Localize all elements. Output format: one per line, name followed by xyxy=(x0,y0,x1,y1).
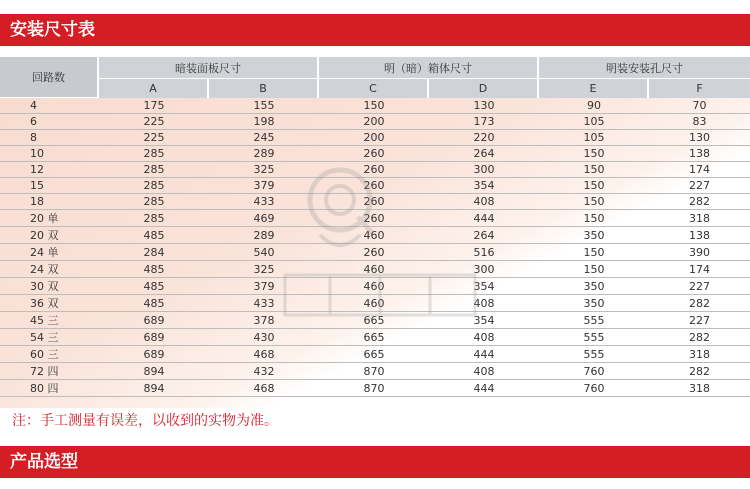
cell-dimension: 285 xyxy=(99,162,209,178)
cell-dimension: 354 xyxy=(429,278,539,295)
cell-dimension: 198 xyxy=(209,114,319,130)
cell-dimension: 150 xyxy=(539,244,649,261)
cell-dimension: 150 xyxy=(539,261,649,278)
cell-dimension: 555 xyxy=(539,329,649,346)
cell-dimension: 200 xyxy=(319,130,429,146)
cell-dimension: 138 xyxy=(649,146,750,162)
cell-dimension: 555 xyxy=(539,346,649,363)
cell-dimension: 665 xyxy=(319,329,429,346)
header-circuit-count: 回路数 xyxy=(0,57,99,98)
install-size-table xyxy=(0,57,750,397)
cell-dimension: 174 xyxy=(649,162,750,178)
cell-dimension: 260 xyxy=(319,194,429,210)
cell-dimension: 105 xyxy=(539,130,649,146)
cell-circuit-count: 20 单 xyxy=(0,210,99,227)
cell-dimension: 444 xyxy=(429,380,539,397)
cell-dimension: 460 xyxy=(319,278,429,295)
table-row xyxy=(0,178,750,194)
cell-dimension: 870 xyxy=(319,380,429,397)
table-row xyxy=(0,130,750,146)
header-col-e: E xyxy=(539,79,649,98)
cell-circuit-count: 24 单 xyxy=(0,244,99,261)
section-title: 安装尺寸表 xyxy=(10,20,95,40)
cell-dimension: 460 xyxy=(319,295,429,312)
cell-dimension: 760 xyxy=(539,363,649,380)
table-header-row-groups xyxy=(0,57,750,79)
cell-dimension: 285 xyxy=(99,178,209,194)
table-row xyxy=(0,227,750,244)
cell-dimension: 284 xyxy=(99,244,209,261)
cell-circuit-count: 18 xyxy=(0,194,99,210)
section-banner-install-size xyxy=(0,14,750,46)
cell-dimension: 130 xyxy=(429,98,539,114)
cell-dimension: 485 xyxy=(99,295,209,312)
header-group-box: 明（暗）箱体尺寸 xyxy=(319,57,539,79)
cell-dimension: 378 xyxy=(209,312,319,329)
header-col-c: C xyxy=(319,79,429,98)
cell-dimension: 220 xyxy=(429,130,539,146)
table-row xyxy=(0,244,750,261)
table-row xyxy=(0,261,750,278)
cell-circuit-count: 54 三 xyxy=(0,329,99,346)
measurement-note: 注：手工测量有误差，以收到的实物为准。 xyxy=(12,413,278,429)
cell-circuit-count: 20 双 xyxy=(0,227,99,244)
header-col-a: A xyxy=(99,79,209,98)
cell-dimension: 408 xyxy=(429,329,539,346)
cell-dimension: 260 xyxy=(319,146,429,162)
cell-dimension: 300 xyxy=(429,261,539,278)
cell-dimension: 225 xyxy=(99,114,209,130)
cell-dimension: 227 xyxy=(649,312,750,329)
cell-dimension: 260 xyxy=(319,210,429,227)
table-row xyxy=(0,114,750,130)
cell-dimension: 318 xyxy=(649,346,750,363)
cell-dimension: 433 xyxy=(209,295,319,312)
table-row xyxy=(0,162,750,178)
cell-dimension: 354 xyxy=(429,312,539,329)
cell-circuit-count: 15 xyxy=(0,178,99,194)
cell-dimension: 285 xyxy=(99,210,209,227)
cell-dimension: 150 xyxy=(319,98,429,114)
cell-dimension: 379 xyxy=(209,178,319,194)
cell-dimension: 408 xyxy=(429,194,539,210)
table-body xyxy=(0,98,750,397)
cell-circuit-count: 36 双 xyxy=(0,295,99,312)
section-title: 产品选型 xyxy=(10,452,78,472)
table-row xyxy=(0,363,750,380)
cell-dimension: 105 xyxy=(539,114,649,130)
cell-circuit-count: 8 xyxy=(0,130,99,146)
cell-dimension: 318 xyxy=(649,210,750,227)
cell-dimension: 155 xyxy=(209,98,319,114)
section-banner-product-selection xyxy=(0,446,750,478)
cell-circuit-count: 4 xyxy=(0,98,99,114)
cell-dimension: 870 xyxy=(319,363,429,380)
cell-dimension: 289 xyxy=(209,227,319,244)
table-row xyxy=(0,194,750,210)
cell-dimension: 200 xyxy=(319,114,429,130)
cell-dimension: 444 xyxy=(429,346,539,363)
cell-dimension: 468 xyxy=(209,380,319,397)
cell-dimension: 173 xyxy=(429,114,539,130)
cell-dimension: 460 xyxy=(319,261,429,278)
cell-dimension: 350 xyxy=(539,278,649,295)
header-col-f: F xyxy=(649,79,750,98)
cell-dimension: 485 xyxy=(99,261,209,278)
header-col-b: B xyxy=(209,79,319,98)
cell-dimension: 408 xyxy=(429,295,539,312)
cell-dimension: 289 xyxy=(209,146,319,162)
cell-dimension: 894 xyxy=(99,380,209,397)
cell-dimension: 894 xyxy=(99,363,209,380)
cell-dimension: 665 xyxy=(319,346,429,363)
table-row xyxy=(0,380,750,397)
cell-dimension: 260 xyxy=(319,178,429,194)
cell-dimension: 350 xyxy=(539,295,649,312)
cell-circuit-count: 60 三 xyxy=(0,346,99,363)
table-row xyxy=(0,98,750,114)
cell-dimension: 485 xyxy=(99,227,209,244)
cell-dimension: 282 xyxy=(649,329,750,346)
cell-dimension: 245 xyxy=(209,130,319,146)
table-row xyxy=(0,329,750,346)
cell-dimension: 138 xyxy=(649,227,750,244)
cell-dimension: 689 xyxy=(99,346,209,363)
cell-dimension: 174 xyxy=(649,261,750,278)
cell-circuit-count: 30 双 xyxy=(0,278,99,295)
cell-dimension: 225 xyxy=(99,130,209,146)
cell-dimension: 555 xyxy=(539,312,649,329)
cell-dimension: 665 xyxy=(319,312,429,329)
cell-dimension: 90 xyxy=(539,98,649,114)
cell-dimension: 390 xyxy=(649,244,750,261)
cell-dimension: 150 xyxy=(539,210,649,227)
cell-dimension: 260 xyxy=(319,244,429,261)
cell-dimension: 516 xyxy=(429,244,539,261)
cell-dimension: 469 xyxy=(209,210,319,227)
cell-circuit-count: 12 xyxy=(0,162,99,178)
cell-dimension: 264 xyxy=(429,146,539,162)
cell-dimension: 282 xyxy=(649,295,750,312)
table-row xyxy=(0,278,750,295)
cell-dimension: 83 xyxy=(649,114,750,130)
cell-dimension: 150 xyxy=(539,194,649,210)
table-row xyxy=(0,146,750,162)
cell-dimension: 485 xyxy=(99,278,209,295)
cell-dimension: 70 xyxy=(649,98,750,114)
cell-dimension: 175 xyxy=(99,98,209,114)
cell-circuit-count: 10 xyxy=(0,146,99,162)
cell-dimension: 285 xyxy=(99,146,209,162)
table-row xyxy=(0,346,750,363)
header-group-panel: 暗装面板尺寸 xyxy=(99,57,319,79)
cell-dimension: 350 xyxy=(539,227,649,244)
cell-dimension: 430 xyxy=(209,329,319,346)
cell-dimension: 354 xyxy=(429,178,539,194)
cell-dimension: 432 xyxy=(209,363,319,380)
cell-dimension: 150 xyxy=(539,178,649,194)
cell-dimension: 285 xyxy=(99,194,209,210)
cell-dimension: 282 xyxy=(649,194,750,210)
cell-circuit-count: 24 双 xyxy=(0,261,99,278)
cell-dimension: 540 xyxy=(209,244,319,261)
table-row xyxy=(0,210,750,227)
cell-dimension: 408 xyxy=(429,363,539,380)
cell-dimension: 379 xyxy=(209,278,319,295)
cell-dimension: 325 xyxy=(209,261,319,278)
table-row xyxy=(0,312,750,329)
cell-dimension: 460 xyxy=(319,227,429,244)
cell-dimension: 227 xyxy=(649,278,750,295)
cell-dimension: 433 xyxy=(209,194,319,210)
cell-dimension: 260 xyxy=(319,162,429,178)
header-col-d: D xyxy=(429,79,539,98)
cell-dimension: 264 xyxy=(429,227,539,244)
cell-dimension: 689 xyxy=(99,329,209,346)
cell-dimension: 150 xyxy=(539,146,649,162)
cell-dimension: 282 xyxy=(649,363,750,380)
cell-dimension: 150 xyxy=(539,162,649,178)
cell-dimension: 130 xyxy=(649,130,750,146)
table-header-row-columns xyxy=(0,79,750,98)
cell-circuit-count: 80 四 xyxy=(0,380,99,397)
cell-dimension: 444 xyxy=(429,210,539,227)
cell-circuit-count: 6 xyxy=(0,114,99,130)
cell-dimension: 300 xyxy=(429,162,539,178)
cell-dimension: 468 xyxy=(209,346,319,363)
cell-circuit-count: 72 四 xyxy=(0,363,99,380)
table-row xyxy=(0,295,750,312)
cell-dimension: 227 xyxy=(649,178,750,194)
cell-circuit-count: 45 三 xyxy=(0,312,99,329)
cell-dimension: 318 xyxy=(649,380,750,397)
header-group-mount-hole: 明装安装孔尺寸 xyxy=(539,57,750,79)
cell-dimension: 689 xyxy=(99,312,209,329)
cell-dimension: 760 xyxy=(539,380,649,397)
cell-dimension: 325 xyxy=(209,162,319,178)
